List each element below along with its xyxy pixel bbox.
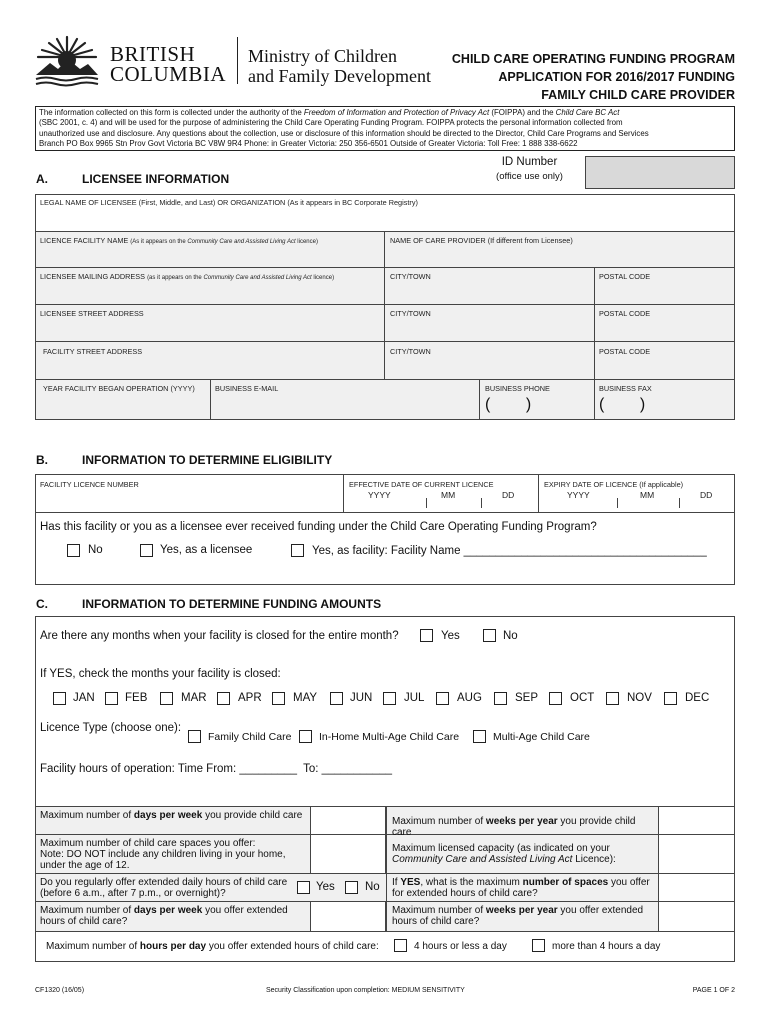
notice-line-3: unauthorized use and disclosure. Any questions about the collection, use or disclosure of this information should be directed to the Director, Child Care Programs and Services: [39, 128, 649, 138]
hours-4-or-less-checkbox[interactable]: [394, 939, 407, 952]
expiry-date-label: EXPIRY DATE OF LICENCE (If applicable): [544, 480, 684, 489]
notice-act-2: Child Care BC Act: [555, 108, 620, 117]
street-address-label: LICENSEE STREET ADDRESS: [40, 309, 144, 318]
month-checkbox[interactable]: [549, 692, 562, 705]
facility-street-label: FACILITY STREET ADDRESS: [43, 347, 143, 356]
prior-funding-licensee-label: Yes, as a licensee: [160, 544, 253, 556]
form-title-line-2: APPLICATION FOR 2016/2017 FUNDING: [498, 70, 735, 84]
ext-days-field[interactable]: [310, 902, 386, 931]
business-phone-label: BUSINESS PHONE: [485, 384, 550, 393]
effective-date-label: EFFECTIVE DATE OF CURRENT LICENCE: [349, 480, 494, 489]
month-checkbox[interactable]: [664, 692, 677, 705]
effective-mm: MM: [441, 490, 456, 500]
notice-act-1: Freedom of Information and Protection of Privacy Act: [303, 108, 490, 117]
extended-hours-question: Do you regularly offer extended daily hours of child care (before 6 a.m., after 7 p.m., or overnight)?: [40, 877, 288, 899]
month-checkbox[interactable]: [330, 692, 343, 705]
licence-type-checkbox[interactable]: [299, 730, 312, 743]
street-city-label: CITY/TOWN: [390, 309, 431, 318]
month-label: DEC: [685, 692, 710, 704]
month-label: MAR: [181, 692, 207, 704]
ministry-line-2: and Family Development: [248, 66, 431, 86]
month-checkbox[interactable]: [160, 692, 173, 705]
ext-spaces-field[interactable]: [658, 874, 734, 901]
licence-type-label: Licence Type (choose one):: [40, 722, 182, 734]
closed-months-instruction: If YES, check the months your facility is closed:: [40, 668, 281, 680]
expiry-dd: DD: [700, 490, 713, 500]
hours-of-operation[interactable]: Facility hours of operation: Time From: _________ To: ___________: [40, 763, 393, 775]
section-b-title: INFORMATION TO DETERMINE ELIGIBILITY: [82, 453, 333, 467]
weeks-per-year-label: Maximum number of weeks per year you provide child care: [392, 816, 636, 838]
month-checkbox[interactable]: [53, 692, 66, 705]
month-checkbox[interactable]: [383, 692, 396, 705]
spaces-field[interactable]: [310, 835, 386, 873]
funding-info-box: [35, 616, 735, 806]
licence-type-checkbox[interactable]: [188, 730, 201, 743]
month-label: SEP: [515, 692, 539, 704]
closed-yes-label: Yes: [441, 630, 460, 642]
id-number-field[interactable]: [585, 156, 735, 189]
notice-line-2: (SBC 2001, c. 4) and will be used for the purpose of administering the Child Care Operating Funding Program. FOIPPA protects the personal information collected from: [39, 118, 623, 128]
extended-yes-label: Yes: [316, 881, 335, 893]
facility-postal-label: POSTAL CODE: [599, 347, 651, 356]
ext-weeks-label: Maximum number of weeks per year you offer extended hours of child care?: [392, 905, 644, 927]
section-c-letter: C.: [36, 597, 48, 611]
mailing-address-label: LICENSEE MAILING ADDRESS (as it appears on the Community Care and Assisted Living Act licence): [40, 272, 335, 281]
ext-spaces-label: If YES, what is the maximum number of spaces you offer for extended hours of child care?: [392, 877, 650, 899]
street-postal-label: POSTAL CODE: [599, 309, 651, 318]
legal-name-label: LEGAL NAME OF LICENSEE (First, Middle, and Last) OR ORGANIZATION (As it appears in BC Corporate Registry): [40, 198, 418, 207]
mailing-postal-label: POSTAL CODE: [599, 272, 651, 281]
facility-city-label: CITY/TOWN: [390, 347, 431, 356]
licence-type-checkbox[interactable]: [473, 730, 486, 743]
expiry-mm: MM: [640, 490, 655, 500]
effective-yyyy: YYYY: [368, 490, 391, 500]
logo-line-2: COLUMBIA: [110, 62, 227, 86]
capacity-label: Maximum licensed capacity (as indicated on your Community Care and Assisted Living Act Licence):: [392, 843, 616, 865]
notice-line-4: Branch PO Box 9965 Stn Prov Govt Victoria BC V8W 9R4 Phone: in Greater Victoria: 250 356-6501 Outside of Greater Victoria: Toll Free: 1 888 338-6622: [39, 138, 578, 148]
form-number: CF1320 (16/05): [35, 987, 85, 994]
business-fax-label: BUSINESS FAX: [599, 384, 652, 393]
closed-no-label: No: [503, 630, 518, 642]
hours-more-than-4-checkbox[interactable]: [532, 939, 545, 952]
mailing-city-label: CITY/TOWN: [390, 272, 431, 281]
logo-divider: [237, 37, 238, 84]
month-checkbox[interactable]: [217, 692, 230, 705]
month-label: JUL: [404, 692, 425, 704]
notice-text: The information collected on this form is collected under the authority of the: [39, 108, 304, 117]
logo-line-1: BRITISH: [110, 42, 196, 66]
month-label: JAN: [73, 692, 95, 704]
extended-no-checkbox[interactable]: [345, 881, 358, 894]
form-title-line-3: FAMILY CHILD CARE PROVIDER: [541, 88, 735, 102]
section-c-title: INFORMATION TO DETERMINE FUNDING AMOUNTS: [82, 597, 382, 611]
security-classification: Security Classification upon completion: MEDIUM SENSITIVITY: [266, 987, 465, 994]
month-label: OCT: [570, 692, 595, 704]
id-number-sublabel: (office use only): [496, 171, 563, 182]
capacity-field[interactable]: [658, 835, 734, 873]
prior-funding-facility-label[interactable]: Yes, as facility: Facility Name ______________________________________: [312, 545, 707, 557]
month-checkbox[interactable]: [494, 692, 507, 705]
ext-days-label: Maximum number of days per week you offer extended hours of child care?: [40, 905, 288, 927]
notice-text-2: (FOIPPA) and the: [489, 108, 556, 117]
licence-type-multi-age: Multi-Age Child Care: [493, 731, 590, 743]
hours-per-day-label: Maximum number of hours per day you offer extended hours of child care:: [46, 941, 379, 952]
fax-area-code[interactable]: ( ): [599, 396, 646, 413]
extended-yes-checkbox[interactable]: [297, 881, 310, 894]
hours-more-than-4-label: more than 4 hours a day: [552, 941, 661, 952]
weeks-per-year-field[interactable]: [658, 807, 734, 834]
ministry-line-1: Ministry of Children: [248, 46, 397, 66]
month-label: JUN: [350, 692, 373, 704]
business-email-label: BUSINESS E-MAIL: [215, 384, 279, 393]
section-a-title: LICENSEE INFORMATION: [82, 172, 230, 186]
prior-funding-question: Has this facility or you as a licensee ever received funding under the Child Care Operating Funding Program?: [40, 521, 597, 533]
prior-funding-no-label: No: [88, 544, 103, 556]
facility-name-label: LICENCE FACILITY NAME (As it appears on the Community Care and Assisted Living Act licence): [40, 236, 318, 245]
month-checkbox[interactable]: [606, 692, 619, 705]
closed-months-question: Are there any months when your facility is closed for the entire month?: [40, 630, 399, 642]
effective-dd: DD: [502, 490, 515, 500]
closed-yes-checkbox[interactable]: [420, 629, 433, 642]
month-checkbox[interactable]: [436, 692, 449, 705]
privacy-notice: [35, 106, 735, 151]
extended-no-label: No: [365, 881, 380, 893]
id-number-label: ID Number: [501, 156, 558, 168]
hours-4-or-less-label: 4 hours or less a day: [414, 941, 507, 952]
month-checkbox[interactable]: [105, 692, 118, 705]
prior-funding-licensee-checkbox[interactable]: [140, 544, 153, 557]
spaces-label: Maximum number of child care spaces you offer: Note: DO NOT include any children living in your home, under the age of 12.: [40, 838, 286, 871]
section-a-letter: A.: [36, 172, 48, 186]
month-label: AUG: [457, 692, 482, 704]
licence-type-in-home: In-Home Multi-Age Child Care: [319, 731, 460, 743]
form-title: [452, 50, 735, 104]
licence-number-label: FACILITY LICENCE NUMBER: [40, 480, 139, 489]
month-label: APR: [238, 692, 262, 704]
provider-name-label: NAME OF CARE PROVIDER (If different from Licensee): [390, 236, 573, 245]
expiry-yyyy: YYYY: [567, 490, 590, 500]
prior-funding-facility-checkbox[interactable]: [291, 544, 304, 557]
days-per-week-label: Maximum number of days per week you provide child care: [40, 810, 303, 821]
form-title-line-1: CHILD CARE OPERATING FUNDING PROGRAM: [451, 52, 735, 66]
page-number: PAGE 1 OF 2: [692, 987, 735, 994]
licence-type-family: Family Child Care: [208, 731, 292, 743]
ext-weeks-field[interactable]: [658, 902, 734, 931]
days-per-week-field[interactable]: [310, 807, 386, 834]
section-b-letter: B.: [36, 453, 48, 467]
month-label: NOV: [627, 692, 652, 704]
month-checkbox[interactable]: [272, 692, 285, 705]
sunset-mountains-icon: [34, 35, 100, 87]
month-label: MAY: [293, 692, 318, 704]
year-began-label: YEAR FACILITY BEGAN OPERATION (YYYY): [43, 384, 195, 393]
phone-area-code[interactable]: ( ): [485, 396, 532, 413]
prior-funding-no-checkbox[interactable]: [67, 544, 80, 557]
month-label: FEB: [125, 692, 148, 704]
closed-no-checkbox[interactable]: [483, 629, 496, 642]
